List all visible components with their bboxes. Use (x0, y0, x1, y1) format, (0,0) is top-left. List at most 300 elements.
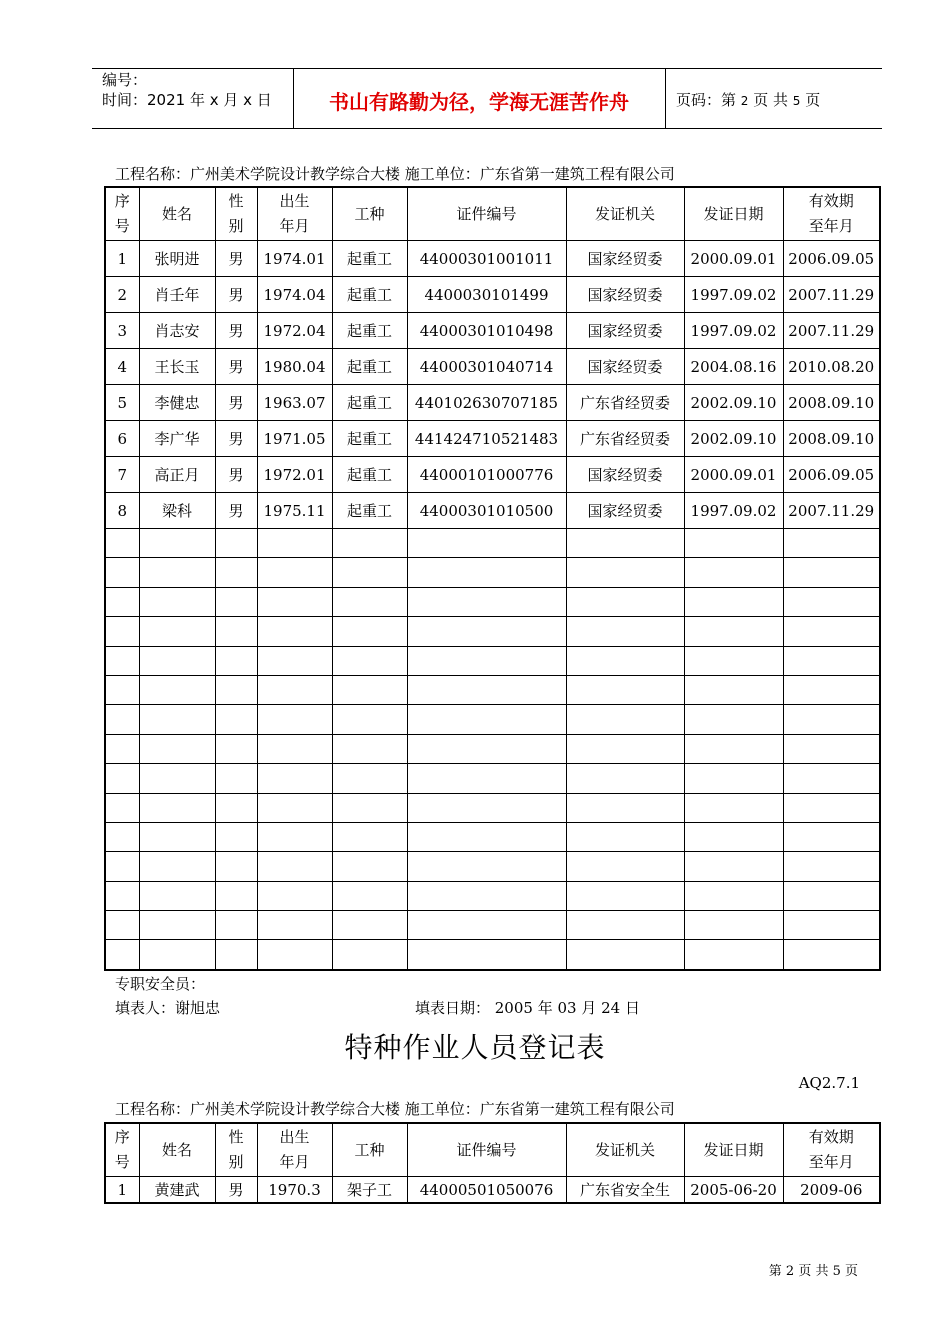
table-cell: 2002.09.10 (684, 421, 783, 457)
table-cell: 男 (215, 457, 257, 493)
empty-cell (783, 617, 880, 646)
column-header (139, 1123, 215, 1177)
table-cell: 起重工 (332, 241, 407, 277)
column-header-line: 至年月 (808, 217, 854, 235)
empty-cell (332, 587, 407, 616)
empty-cell (257, 822, 332, 851)
empty-cell (566, 529, 684, 558)
page-footer: 第 2 页 共 5 页 (768, 1264, 858, 1279)
empty-row (105, 940, 880, 970)
column-header-line: 有效期 (808, 192, 854, 210)
column-header (684, 1123, 783, 1177)
column-header-line: 出生 (279, 192, 310, 210)
table-cell: 黄建武 (139, 1177, 215, 1204)
table-cell: 2000.09.01 (684, 241, 783, 277)
column-header-line: 号 (114, 1153, 130, 1171)
empty-cell (783, 675, 880, 704)
header-meta (102, 70, 272, 110)
empty-cell (332, 881, 407, 910)
empty-cell (105, 617, 139, 646)
document-title: 特种作业人员登记表 (344, 1031, 606, 1064)
empty-row (105, 587, 880, 616)
table-row (105, 385, 880, 421)
empty-cell (139, 881, 215, 910)
table-cell: 440102630707185 (407, 385, 566, 421)
table-cell: 1974.01 (257, 241, 332, 277)
table-cell: 1972.04 (257, 313, 332, 349)
empty-cell (566, 822, 684, 851)
page-mid: 页 共 (753, 91, 788, 109)
column-header-line: 年月 (279, 1153, 310, 1171)
table-cell: 男 (215, 385, 257, 421)
empty-cell (783, 646, 880, 675)
table-cell: 国家经贸委 (566, 349, 684, 385)
empty-cell (684, 675, 783, 704)
empty-cell (407, 675, 566, 704)
empty-cell (215, 529, 257, 558)
column-header (566, 1123, 684, 1177)
table-cell: 2005-06-20 (684, 1177, 783, 1204)
table-cell: 2008.09.10 (783, 421, 880, 457)
table-cell: 起重工 (332, 277, 407, 313)
table-cell: 广东省经贸委 (566, 421, 684, 457)
column-header (566, 187, 684, 241)
empty-cell (332, 646, 407, 675)
empty-cell (684, 881, 783, 910)
empty-cell (257, 881, 332, 910)
empty-cell (105, 793, 139, 822)
table-cell: 国家经贸委 (566, 457, 684, 493)
page-suffix: 页 (805, 91, 821, 109)
filler-label: 填表人：谢旭忠 (115, 999, 221, 1017)
empty-cell (215, 852, 257, 881)
header-bottom-rule (92, 128, 882, 129)
empty-cell (139, 940, 215, 970)
empty-cell (684, 587, 783, 616)
column-header (257, 187, 332, 241)
table-cell: 3 (105, 313, 139, 349)
table-cell: 1970.3 (257, 1177, 332, 1204)
column-header (407, 187, 566, 241)
empty-cell (139, 764, 215, 793)
table-cell: 2009-06 (783, 1177, 880, 1204)
table-cell: 1997.09.02 (684, 313, 783, 349)
empty-cell (566, 852, 684, 881)
table-row (105, 349, 880, 385)
empty-cell (566, 793, 684, 822)
table-cell: 男 (215, 493, 257, 529)
empty-cell (332, 734, 407, 763)
table-cell: 2 (105, 277, 139, 313)
column-header-line: 序 (114, 192, 130, 210)
table-cell: 2006.09.05 (783, 241, 880, 277)
empty-cell (684, 558, 783, 587)
empty-cell (139, 558, 215, 587)
empty-row (105, 617, 880, 646)
column-header-line: 姓名 (161, 1140, 192, 1159)
empty-cell (783, 529, 880, 558)
empty-cell (684, 822, 783, 851)
empty-cell (139, 705, 215, 734)
column-header-line: 年月 (279, 217, 310, 235)
table-row (105, 457, 880, 493)
table-cell: 2007.11.29 (783, 313, 880, 349)
table-cell: 44000301010498 (407, 313, 566, 349)
column-header-line: 性 (228, 192, 244, 210)
column-header (215, 1123, 257, 1177)
empty-cell (257, 617, 332, 646)
table-cell: 1974.04 (257, 277, 332, 313)
code-label: 编号： (102, 71, 148, 89)
empty-cell (566, 675, 684, 704)
empty-cell (257, 764, 332, 793)
project-line: 工程名称：广州美术学院设计教学综合大楼 施工单位：广东省第一建筑工程有限公司 (115, 165, 675, 183)
fill-date-label: 填表日期： 2005 年 03 月 24 日 (415, 999, 640, 1017)
empty-cell (139, 617, 215, 646)
empty-cell (407, 852, 566, 881)
table-cell: 8 (105, 493, 139, 529)
empty-row (105, 881, 880, 910)
empty-row (105, 675, 880, 704)
empty-cell (105, 558, 139, 587)
empty-cell (566, 881, 684, 910)
column-header-line: 发证机关 (594, 1140, 655, 1159)
column-header (684, 187, 783, 241)
empty-cell (215, 646, 257, 675)
empty-cell (684, 793, 783, 822)
empty-cell (684, 705, 783, 734)
empty-cell (332, 705, 407, 734)
empty-cell (332, 675, 407, 704)
column-header-line: 序 (114, 1128, 130, 1146)
empty-cell (215, 617, 257, 646)
worker-register-table (104, 186, 881, 971)
empty-cell (105, 529, 139, 558)
empty-cell (332, 852, 407, 881)
time-label: 时间：2021 年 x 月 x 日 (102, 91, 272, 109)
table-row (105, 313, 880, 349)
table-cell: 44000301010500 (407, 493, 566, 529)
empty-cell (215, 587, 257, 616)
table-cell: 李健忠 (139, 385, 215, 421)
empty-cell (332, 558, 407, 587)
table-cell: 国家经贸委 (566, 277, 684, 313)
table-cell: 2002.09.10 (684, 385, 783, 421)
table-row (105, 241, 880, 277)
empty-cell (257, 646, 332, 675)
table-cell: 架子工 (332, 1177, 407, 1204)
table-cell: 王长玉 (139, 349, 215, 385)
empty-cell (139, 734, 215, 763)
empty-cell (407, 764, 566, 793)
page-total: 5 (792, 94, 801, 108)
column-header-line: 性 (228, 1128, 244, 1146)
empty-cell (139, 911, 215, 940)
empty-cell (566, 617, 684, 646)
table-cell: 2008.09.10 (783, 385, 880, 421)
empty-cell (215, 940, 257, 970)
header-row (105, 187, 880, 241)
empty-cell (407, 822, 566, 851)
column-header (139, 187, 215, 241)
empty-cell (684, 852, 783, 881)
table-cell: 1997.09.02 (684, 493, 783, 529)
table-cell: 肖志安 (139, 313, 215, 349)
empty-cell (332, 793, 407, 822)
table-cell: 1 (105, 1177, 139, 1204)
table-cell: 2007.11.29 (783, 493, 880, 529)
project-line-2: 工程名称：广州美术学院设计教学综合大楼 施工单位：广东省第一建筑工程有限公司 (115, 1100, 675, 1118)
empty-cell (257, 793, 332, 822)
table-cell: 肖壬年 (139, 277, 215, 313)
header-row (105, 1123, 880, 1177)
table-cell: 男 (215, 349, 257, 385)
column-header (215, 187, 257, 241)
table-cell: 2004.08.16 (684, 349, 783, 385)
column-header-line: 号 (114, 217, 130, 235)
table-cell: 男 (215, 277, 257, 313)
empty-cell (105, 822, 139, 851)
table-cell: 梁科 (139, 493, 215, 529)
empty-cell (684, 617, 783, 646)
table-cell: 1971.05 (257, 421, 332, 457)
table-cell: 2007.11.29 (783, 277, 880, 313)
table-cell: 高正月 (139, 457, 215, 493)
column-header-line: 证件编号 (456, 204, 517, 223)
empty-cell (139, 793, 215, 822)
table-cell: 广东省安全生 (566, 1177, 684, 1204)
table-cell: 男 (215, 241, 257, 277)
empty-cell (332, 822, 407, 851)
table-row (105, 421, 880, 457)
empty-cell (407, 646, 566, 675)
empty-cell (566, 705, 684, 734)
empty-cell (407, 705, 566, 734)
empty-cell (566, 940, 684, 970)
empty-row (105, 734, 880, 763)
empty-cell (215, 911, 257, 940)
empty-row (105, 764, 880, 793)
column-header (105, 187, 139, 241)
header-top-rule (92, 68, 882, 69)
table-cell: 44000101000776 (407, 457, 566, 493)
table-row (105, 493, 880, 529)
table-cell: 1997.09.02 (684, 277, 783, 313)
table-cell: 1963.07 (257, 385, 332, 421)
empty-cell (783, 793, 880, 822)
column-header (105, 1123, 139, 1177)
empty-cell (105, 852, 139, 881)
header-page-number (676, 89, 820, 110)
header-divider-right (665, 68, 666, 129)
empty-cell (783, 852, 880, 881)
table-cell: 1980.04 (257, 349, 332, 385)
empty-cell (783, 587, 880, 616)
empty-cell (215, 881, 257, 910)
table-cell: 2000.09.01 (684, 457, 783, 493)
empty-cell (215, 734, 257, 763)
table-row (105, 1177, 880, 1204)
empty-cell (783, 734, 880, 763)
empty-cell (566, 764, 684, 793)
table-cell: 起重工 (332, 421, 407, 457)
empty-row (105, 529, 880, 558)
table-cell: 2010.08.20 (783, 349, 880, 385)
column-header (783, 187, 880, 241)
empty-cell (332, 529, 407, 558)
table-cell: 起重工 (332, 457, 407, 493)
empty-cell (105, 646, 139, 675)
empty-cell (783, 558, 880, 587)
empty-cell (257, 940, 332, 970)
empty-row (105, 793, 880, 822)
empty-cell (783, 822, 880, 851)
page-current: 2 (740, 94, 749, 108)
empty-row (105, 852, 880, 881)
empty-row (105, 558, 880, 587)
empty-cell (139, 822, 215, 851)
empty-cell (783, 911, 880, 940)
empty-cell (566, 646, 684, 675)
empty-cell (215, 675, 257, 704)
column-header-line: 别 (228, 217, 244, 235)
table-cell: 2006.09.05 (783, 457, 880, 493)
column-header (332, 1123, 407, 1177)
table-cell: 5 (105, 385, 139, 421)
empty-cell (139, 675, 215, 704)
table-cell: 男 (215, 313, 257, 349)
empty-cell (684, 529, 783, 558)
empty-cell (332, 764, 407, 793)
empty-cell (407, 734, 566, 763)
empty-cell (139, 529, 215, 558)
empty-cell (566, 911, 684, 940)
empty-cell (105, 764, 139, 793)
empty-cell (407, 587, 566, 616)
table-cell: 441424710521483 (407, 421, 566, 457)
empty-cell (783, 940, 880, 970)
table-cell: 7 (105, 457, 139, 493)
empty-cell (139, 587, 215, 616)
empty-cell (407, 617, 566, 646)
column-header-line: 发证日期 (703, 1140, 764, 1159)
empty-cell (783, 705, 880, 734)
empty-cell (215, 764, 257, 793)
table-row (105, 277, 880, 313)
empty-cell (684, 646, 783, 675)
table-cell: 起重工 (332, 493, 407, 529)
empty-cell (257, 558, 332, 587)
empty-cell (257, 852, 332, 881)
table-cell: 1972.01 (257, 457, 332, 493)
table-cell: 1975.11 (257, 493, 332, 529)
empty-cell (105, 587, 139, 616)
empty-cell (566, 587, 684, 616)
empty-cell (407, 911, 566, 940)
empty-cell (139, 852, 215, 881)
table-cell: 6 (105, 421, 139, 457)
table-cell: 起重工 (332, 349, 407, 385)
empty-row (105, 646, 880, 675)
table-cell: 1 (105, 241, 139, 277)
empty-cell (566, 734, 684, 763)
table-cell: 广东省经贸委 (566, 385, 684, 421)
empty-cell (257, 675, 332, 704)
column-header-line: 有效期 (808, 1128, 854, 1146)
empty-cell (407, 529, 566, 558)
table-cell: 4400030101499 (407, 277, 566, 313)
table-cell: 男 (215, 1177, 257, 1204)
empty-cell (215, 822, 257, 851)
empty-cell (566, 558, 684, 587)
empty-cell (407, 793, 566, 822)
empty-cell (105, 940, 139, 970)
empty-cell (105, 734, 139, 763)
empty-cell (257, 734, 332, 763)
empty-row (105, 822, 880, 851)
column-header-line: 别 (228, 1153, 244, 1171)
page-prefix: 页码：第 (676, 91, 737, 109)
table-cell: 男 (215, 421, 257, 457)
empty-row (105, 911, 880, 940)
empty-cell (215, 705, 257, 734)
table-cell: 44000501050076 (407, 1177, 566, 1204)
table-cell: 44000301040714 (407, 349, 566, 385)
empty-cell (783, 764, 880, 793)
empty-cell (684, 911, 783, 940)
table-cell: 44000301001011 (407, 241, 566, 277)
column-header (783, 1123, 880, 1177)
empty-cell (257, 705, 332, 734)
empty-cell (257, 587, 332, 616)
empty-cell (684, 764, 783, 793)
empty-cell (257, 529, 332, 558)
column-header-line: 发证日期 (703, 204, 764, 223)
column-header-line: 工种 (354, 1140, 385, 1159)
column-header-line: 至年月 (808, 1153, 854, 1171)
empty-cell (332, 911, 407, 940)
document-code: AQ2.7.1 (798, 1074, 860, 1092)
table-cell: 李广华 (139, 421, 215, 457)
empty-cell (105, 675, 139, 704)
empty-cell (407, 558, 566, 587)
empty-cell (215, 558, 257, 587)
column-header-line: 发证机关 (594, 204, 655, 223)
table-cell: 4 (105, 349, 139, 385)
column-header (332, 187, 407, 241)
empty-cell (684, 734, 783, 763)
empty-cell (105, 705, 139, 734)
empty-cell (407, 881, 566, 910)
worker-register-table-2 (104, 1122, 881, 1204)
empty-cell (257, 911, 332, 940)
column-header (407, 1123, 566, 1177)
table-cell: 起重工 (332, 313, 407, 349)
table-cell: 国家经贸委 (566, 313, 684, 349)
empty-cell (684, 940, 783, 970)
empty-cell (783, 881, 880, 910)
empty-cell (407, 940, 566, 970)
table-cell: 张明进 (139, 241, 215, 277)
empty-row (105, 705, 880, 734)
table-cell: 国家经贸委 (566, 241, 684, 277)
column-header-line: 工种 (354, 204, 385, 223)
header-motto: 书山有路勤为径，学海无涯苦作舟 (329, 90, 629, 114)
empty-cell (105, 911, 139, 940)
table-cell: 国家经贸委 (566, 493, 684, 529)
safety-officer-label: 专职安全员： (115, 975, 206, 993)
empty-cell (332, 940, 407, 970)
